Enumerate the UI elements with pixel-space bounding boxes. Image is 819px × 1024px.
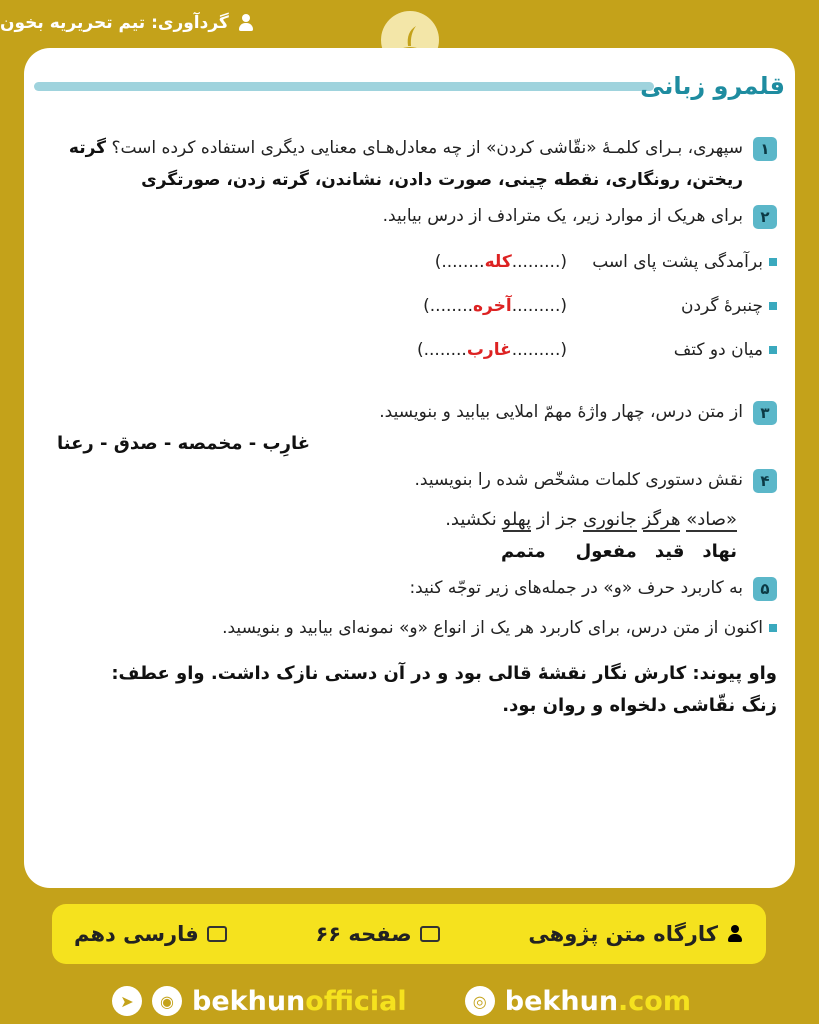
question-1 <box>37 132 777 196</box>
bullet-icon <box>769 302 777 310</box>
site-suffix: .com <box>618 985 691 1017</box>
question-number: ۵ <box>753 577 777 601</box>
blank-open: (......... <box>511 340 567 360</box>
blank-close: ........) <box>434 252 485 272</box>
section-title: قلمرو زبانی <box>640 72 785 100</box>
website-link[interactable] <box>465 986 691 1017</box>
role-subject: نهاد <box>702 541 737 562</box>
page-label <box>315 922 439 946</box>
telegram-icon[interactable]: ➤ <box>112 986 142 1016</box>
answer-text: واو پیوند: کارش نگار نقشهٔ قالی بود و در آن دستی نازک داشت. واو عطف: زنگ نقّاشی دلخواه و روان بود. <box>111 663 777 716</box>
word-verb: نکشید. <box>445 509 497 530</box>
question-text: سپهری، بـرای کلمـهٔ «نقّاشی کردن» از چه معادل‌هـای معنایی دیگری استفاده کرده است؟ <box>111 138 743 158</box>
role-complement: متمم <box>500 541 546 562</box>
grammar-sentence <box>37 504 777 536</box>
blank-close: ........) <box>416 340 467 360</box>
answer-word: غارب <box>466 340 512 360</box>
handle-suffix: official <box>305 985 407 1017</box>
question-text: نقش دستوری کلمات مشخّص شده را بنویسید. <box>414 470 743 490</box>
blank-open: (......... <box>511 296 567 316</box>
site-prefix: bekhun <box>504 985 619 1017</box>
bullet-icon <box>769 346 777 354</box>
term: میان دو کتف <box>673 340 763 360</box>
synonym-list <box>37 246 777 378</box>
bullet-icon <box>769 258 777 266</box>
blank-open: (......... <box>511 252 567 272</box>
role-adverb: قید <box>654 541 685 562</box>
page-text: صفحه ۶۶ <box>315 922 412 946</box>
sub-question <box>37 612 777 644</box>
question-5 <box>37 572 777 604</box>
term: برآمدگی پشت پای اسب <box>592 252 763 272</box>
answer-text: غارِب - مخمصه - صدق - رعنا <box>57 433 311 454</box>
footer-info-box <box>52 904 766 964</box>
bottom-bar <box>0 978 819 1024</box>
answer-word: کله <box>484 252 512 272</box>
question-number: ۱ <box>753 137 777 161</box>
student-icon <box>726 925 744 943</box>
answer-text: گرته ریختن، رونگاری، نقطه چینی، صورت دادن، نشاندن، گرته زدن، صورتگری <box>68 138 743 190</box>
question-number: ۳ <box>753 401 777 425</box>
list-item <box>37 334 777 378</box>
user-icon <box>237 14 255 32</box>
sub-question-text: اکنون از متن درس، برای کاربرد هر یک از انواع «و» نمونه‌ای بیابید و بنویسید. <box>222 618 763 638</box>
instagram-icon[interactable]: ◉ <box>152 986 182 1016</box>
question-4 <box>37 464 777 496</box>
questions <box>37 132 777 722</box>
book-text: فارسی دهم <box>74 922 199 946</box>
book-label <box>74 922 227 946</box>
workshop-label <box>528 922 744 946</box>
question-3 <box>37 396 777 428</box>
grammar-roles <box>37 536 777 568</box>
blank-close: ........) <box>423 296 474 316</box>
term: چنبرهٔ گردن <box>681 296 763 316</box>
handle-prefix: bekhun <box>192 985 306 1017</box>
list-item <box>37 246 777 290</box>
graduation-cap-icon <box>207 926 227 942</box>
role-object: مفعول <box>575 541 637 562</box>
word-adverb: هرگز <box>642 509 681 530</box>
answer-word: آخره <box>473 296 512 316</box>
section-divider <box>34 82 654 91</box>
bullet-icon <box>769 624 777 632</box>
question-text: از متن درس، چهار واژهٔ مهمّ املایی بیابید و بنویسید. <box>379 402 743 422</box>
credit-text: گردآوری: تیم تحریریه بخون <box>0 13 229 33</box>
question-text: برای هریک از موارد زیر، یک مترادف از درس بیابید. <box>382 206 743 226</box>
workshop-text: کارگاه متن پژوهی <box>528 922 718 946</box>
word-object: جانوری <box>583 509 637 530</box>
question-number: ۲ <box>753 205 777 229</box>
word-complement: پهلو <box>502 509 532 530</box>
list-item <box>37 290 777 334</box>
question-number: ۴ <box>753 469 777 493</box>
question-2 <box>37 200 777 232</box>
globe-icon: ◎ <box>465 986 495 1016</box>
question-text: به کاربرد حرف «و» در جمله‌های زیر توجّه کنید: <box>409 578 743 598</box>
word-subject: «صاد» <box>686 509 737 530</box>
word-preposition: جز از <box>536 509 578 530</box>
content-card <box>24 48 795 888</box>
book-icon <box>420 926 440 942</box>
social-handle[interactable] <box>112 986 407 1017</box>
credit-line <box>0 13 255 33</box>
